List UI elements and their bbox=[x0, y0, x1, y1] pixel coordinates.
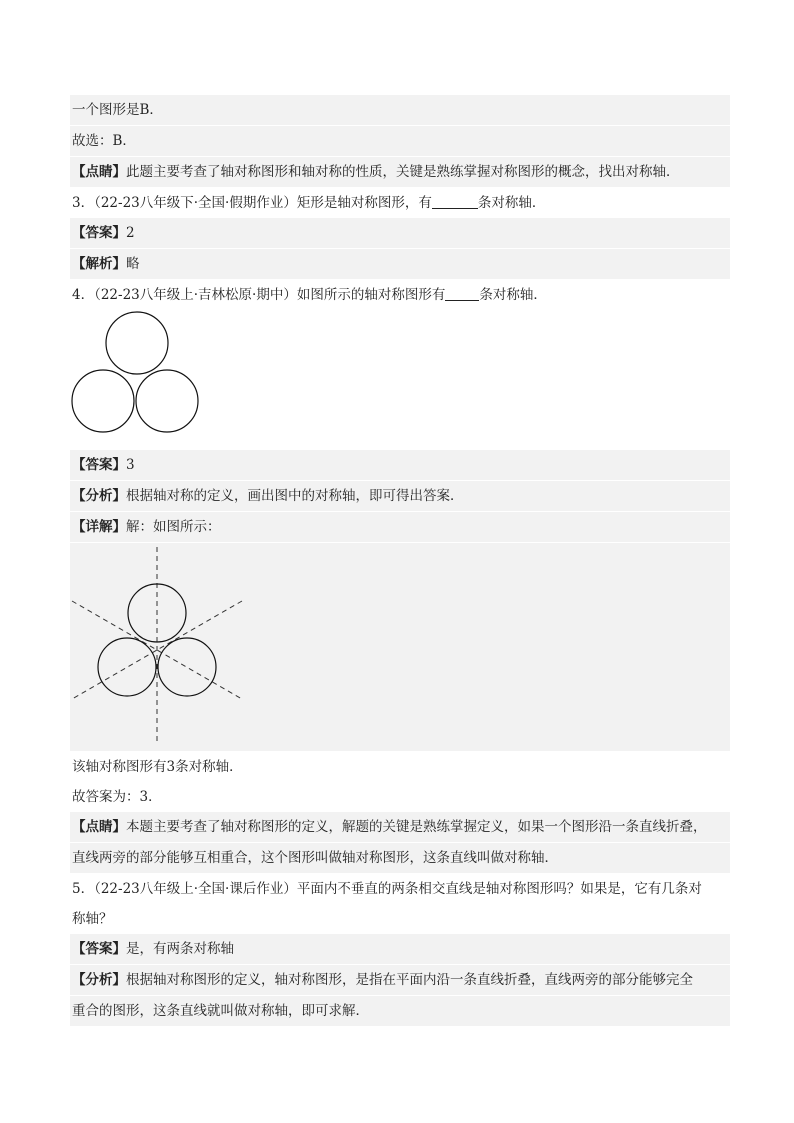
document-page bbox=[70, 95, 730, 1027]
note-line bbox=[70, 843, 730, 873]
answer-line bbox=[70, 934, 730, 964]
note-line bbox=[70, 812, 730, 842]
note-tag: 【点睛】 bbox=[72, 164, 126, 180]
question-text: 平面内不垂直的两条相交直线是轴对称图形吗？如果是，它有几条对 bbox=[296, 881, 702, 897]
answer-tag: 【答案】 bbox=[72, 941, 126, 957]
detail-text: 解：如图所示： bbox=[126, 519, 221, 535]
analysis-tag: 【分析】 bbox=[72, 972, 126, 988]
text: 一个图形是B． bbox=[72, 102, 163, 118]
answer-tag: 【答案】 bbox=[72, 225, 126, 241]
answer-text: 是，有两条对称轴 bbox=[126, 941, 234, 957]
answer-tag: 【答案】 bbox=[72, 457, 126, 473]
analysis-tag: 【分析】 bbox=[72, 488, 126, 504]
question-text: 条对称轴． bbox=[479, 287, 547, 303]
answer-blank bbox=[445, 284, 479, 301]
note-text: 本题主要考查了轴对称图形的定义，解题的关键是熟练掌握定义，如果一个图形沿一条直线折叠， bbox=[126, 819, 707, 835]
note-text: 直线两旁的部分能够互相重合，这个图形叫做轴对称图形，这条直线叫做对称轴． bbox=[72, 850, 558, 866]
left-circle bbox=[72, 370, 134, 432]
analysis-text: 根据轴对称的定义，画出图中的对称轴，即可得出答案． bbox=[126, 488, 464, 504]
right-circle bbox=[158, 638, 216, 696]
note-text: 此题主要考查了轴对称图形和轴对称的性质，关键是熟练掌握对称图形的概念，找出对称轴． bbox=[126, 164, 680, 180]
text: 故答案为：3． bbox=[72, 789, 162, 805]
analysis-line bbox=[70, 481, 730, 511]
question-number: 4． bbox=[72, 287, 95, 303]
question-text: 条对称轴． bbox=[477, 195, 546, 211]
text-line bbox=[70, 752, 730, 782]
question-text: 矩形是轴对称图形，有 bbox=[296, 195, 432, 211]
text: 故选：B． bbox=[72, 133, 136, 149]
question-5-cont bbox=[70, 904, 730, 934]
detail-line bbox=[70, 512, 730, 542]
text-line bbox=[70, 126, 730, 156]
symmetry-axes-svg bbox=[70, 543, 250, 751]
detail-tag: 【详解】 bbox=[72, 519, 126, 535]
question-source: （22-23八年级下·全国·假期作业） bbox=[94, 195, 297, 211]
analysis-line bbox=[70, 249, 730, 279]
question-4 bbox=[70, 280, 730, 310]
three-circles-svg bbox=[70, 310, 210, 450]
top-circle bbox=[106, 312, 168, 374]
question-text: 如图所示的轴对称图形有 bbox=[296, 287, 446, 303]
question-number: 3． bbox=[72, 195, 95, 211]
question-5 bbox=[70, 874, 730, 904]
analysis-text: 略 bbox=[126, 256, 140, 272]
analysis-text: 根据轴对称图形的定义，轴对称图形，是指在平面内沿一条直线折叠，直线两旁的部分能够完全 bbox=[126, 972, 693, 988]
answer-text: 3 bbox=[126, 457, 135, 473]
analysis-line bbox=[70, 965, 730, 995]
answer-blank bbox=[432, 192, 478, 209]
analysis-tag: 【解析】 bbox=[72, 256, 126, 272]
analysis-text: 重合的图形，这条直线就叫做对称轴，即可求解． bbox=[72, 1003, 369, 1019]
text-line bbox=[70, 782, 730, 812]
answer-line bbox=[70, 450, 730, 480]
question-text: 称轴？ bbox=[72, 911, 113, 927]
three-circles-figure bbox=[70, 310, 730, 450]
right-circle bbox=[136, 370, 198, 432]
analysis-line bbox=[70, 996, 730, 1026]
note-line bbox=[70, 157, 730, 187]
left-circle bbox=[98, 638, 156, 696]
symmetry-axes-figure bbox=[70, 543, 730, 751]
question-number: 5． bbox=[72, 881, 95, 897]
answer-text: 2 bbox=[126, 225, 135, 241]
note-tag: 【点睛】 bbox=[72, 819, 126, 835]
question-source: （22-23八年级上·全国·课后作业） bbox=[94, 881, 297, 897]
answer-line bbox=[70, 218, 730, 248]
question-source: （22-23八年级上·吉林松原·期中） bbox=[94, 287, 297, 303]
text: 该轴对称图形有3条对称轴． bbox=[72, 759, 243, 775]
text-line bbox=[70, 95, 730, 125]
question-3 bbox=[70, 188, 730, 218]
